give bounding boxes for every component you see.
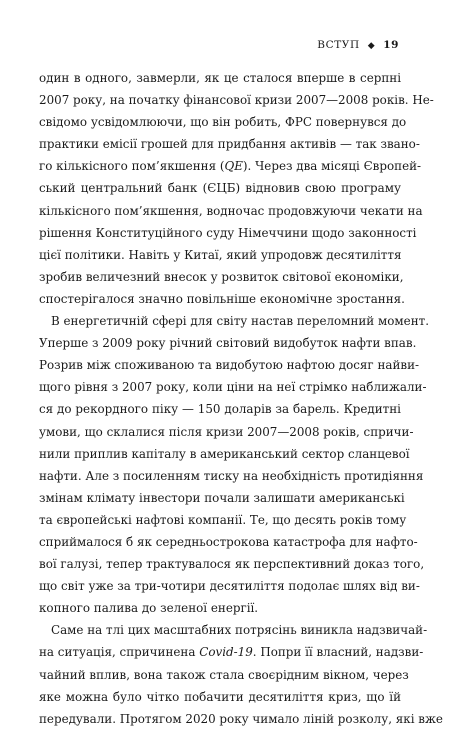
text-line bbox=[39, 641, 424, 663]
text-run: Уперше з 2009 року річний світовий видобуток нафти впав. bbox=[39, 336, 417, 351]
text-run: на ситуація, спричинена bbox=[39, 645, 200, 660]
text-line bbox=[39, 155, 422, 177]
text-run: . Попри її власний, надзви- bbox=[252, 645, 424, 660]
text-run: чайний вплив, вона також стала своєрідним вікном, через bbox=[39, 667, 409, 682]
text-run: 2007 року, на початку фінансової кризи 2007—2008 років. Не- bbox=[39, 93, 434, 108]
text-line bbox=[39, 575, 420, 597]
section-title: ВСТУП bbox=[317, 39, 360, 51]
text-line bbox=[39, 509, 407, 531]
text-line bbox=[39, 310, 429, 332]
text-line bbox=[39, 443, 410, 465]
text-line bbox=[39, 597, 401, 619]
text-run: кількісного пом’якшення, водночас продовжуючи чекати на bbox=[39, 203, 423, 218]
italic-term: Covid-19 bbox=[199, 645, 253, 660]
text-run: спостерігалося значно повільніше економічне зростання. bbox=[39, 291, 405, 306]
text-line bbox=[39, 708, 443, 730]
text-line bbox=[39, 244, 401, 266]
paragraph bbox=[39, 310, 429, 619]
text-line bbox=[39, 266, 404, 288]
text-line bbox=[39, 398, 401, 420]
text-line bbox=[39, 222, 417, 244]
text-line bbox=[39, 619, 428, 641]
text-run: вої галузі, тепер трактувалося як перспективний доказ того, bbox=[39, 557, 425, 572]
text-run: Розрив між споживаною та видобутою нафтою досяг найви- bbox=[39, 358, 420, 373]
text-line bbox=[39, 664, 409, 686]
text-line bbox=[39, 67, 401, 89]
text-run: ся до рекордного піку — 150 доларів за барель. Кредитні bbox=[39, 402, 401, 417]
text-run: та європейські нафтові компанії. Те, що десять років тому bbox=[39, 512, 407, 527]
text-line bbox=[39, 465, 424, 487]
text-run: сприймалося б як середньострокова катастрофа для нафто- bbox=[39, 534, 418, 549]
text-run: яке можна було чітко побачити десятиліття криз, що їй bbox=[39, 689, 401, 704]
book-page bbox=[39, 38, 443, 730]
text-run: В енергетичній сфері для світу настав переломний момент. bbox=[51, 314, 429, 329]
text-run: практики емісії грошей для придбання активів — так звано- bbox=[39, 137, 420, 152]
text-run: нили приплив капіталу в американський сектор сланцевої bbox=[39, 446, 410, 461]
running-head bbox=[39, 38, 401, 53]
text-run: щого рівня з 2007 року, коли ціни на неї стрімко наближали- bbox=[39, 380, 427, 395]
text-line bbox=[39, 111, 407, 133]
paragraph bbox=[39, 67, 434, 310]
text-line bbox=[39, 89, 434, 111]
text-run: нафти. Але з посиленням тиску на необхідність протидіяння bbox=[39, 468, 424, 483]
text-line bbox=[39, 686, 401, 708]
body-text bbox=[39, 67, 443, 730]
text-line bbox=[39, 376, 427, 398]
text-line bbox=[39, 332, 417, 354]
text-run: Саме на тлі цих масштабних потрясінь виникла надзвичай- bbox=[51, 623, 428, 638]
text-line bbox=[39, 553, 425, 575]
text-line bbox=[39, 177, 401, 199]
text-run: умови, що склалися після кризи 2007—2008 років, спричи- bbox=[39, 424, 414, 439]
text-run: змінам клімату інвестори почали залишати американські bbox=[39, 490, 405, 505]
text-run: копного палива до зеленої енергії. bbox=[39, 601, 259, 616]
text-run: свідомо усвідомлюючи, що він робить, ФРС повернувся до bbox=[39, 115, 407, 130]
text-run: рішення Конституційного суду Німеччини щодо законності bbox=[39, 225, 417, 240]
text-line bbox=[39, 133, 420, 155]
text-line bbox=[39, 288, 405, 310]
paragraph bbox=[39, 619, 443, 729]
text-run: передували. Протягом 2020 року чимало ліній розколу, які вже bbox=[39, 711, 443, 726]
diamond-separator-icon: ◆ bbox=[367, 41, 376, 51]
text-run: ський центральний банк (ЄЦБ) відновив свою програму bbox=[39, 181, 401, 196]
text-run: зробив величезний внесок у розвиток світової економіки, bbox=[39, 269, 404, 284]
text-run: один в одного, завмерли, як це сталося вперше в серпні bbox=[39, 71, 401, 85]
text-line bbox=[39, 531, 418, 553]
page-number: 19 bbox=[383, 39, 399, 51]
text-run: що світ уже за три-чотири десятиліття подолає шлях від ви- bbox=[39, 579, 420, 594]
text-run: цієї політики. Навіть у Китаї, який упродовж десятиліття bbox=[39, 247, 402, 262]
text-run: го кількісного пом’якшення ( bbox=[39, 159, 225, 174]
text-line bbox=[39, 487, 405, 509]
text-line bbox=[39, 200, 423, 222]
text-run: ). Через два місяці Європей- bbox=[242, 159, 422, 174]
text-line bbox=[39, 421, 414, 443]
italic-term: QE bbox=[224, 159, 243, 174]
text-line bbox=[39, 354, 420, 376]
